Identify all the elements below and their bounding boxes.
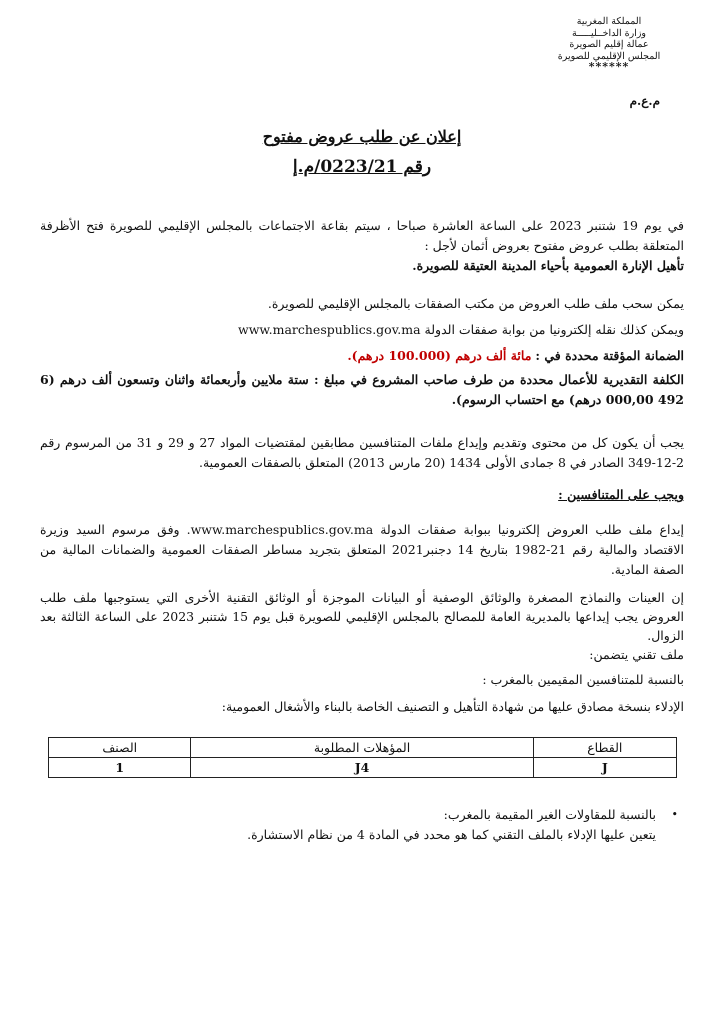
header-reference: م.ع.م (629, 94, 660, 108)
table-row (49, 758, 677, 778)
non-residents-title: بالنسبة للمقاولات الغير المقيمة بالمغرب: (443, 807, 656, 822)
estimate-paragraph: الكلفة التقديرية للأعمال محددة من طرف صاحب المشروع في مبلغ : ستة ملايين وأربعمائة واثنان وتسعون ألف درهم (6 492 000,00 درهم) مع احتساب الرسوم). (40, 372, 684, 407)
electronic-deposit-paragraph: إيداع ملف طلب العروض إلكترونيا ببوابة صفقات الدولة www.marchespublics.gov.ma. وفق مرسوم السيد وزيرة الاقتصاد والمالية رقم 21-1982 بتاريخ 14 دجنبر2021 المتعلق بتجريد مساطر الصفقات العمومية والضمانات المالية من الصفة المادية. (40, 522, 685, 577)
withdraw-paragraph: يمكن سحب ملف طلب العروض من مكتب الصفقات بالمجلس الإقليمي للصويرة. (267, 296, 684, 311)
column-header-sector: القطاع (533, 738, 676, 758)
certificate-requirement: الإدلاء بنسخة مصادق عليها من شهادة التأهيل و التصنيف الخاصة بالبناء والأشغال العمومية: (221, 699, 684, 714)
header-line: عمالة إقليم الصويرة (569, 39, 649, 50)
download-text: ويمكن كذلك نقله إلكترونيا من بوابة صفقات الدولة (424, 322, 684, 337)
column-header-qualifications: المؤهلات المطلوبة (191, 738, 533, 758)
regulation-paragraph: يجب أن يكون كل من محتوى وتقديم وإيداع ملفات المتنافسين مطابقين لمقتضيات المواد 27 و 29 و 31 من المرسوم رقم 2-12-349 الصادر في 8 جمادى الأولى 1434 (20 مارس 2013) المتعلق بالصفقات العمومية. (40, 435, 685, 470)
header-line: وزارة الداخــليـــــة (571, 27, 647, 39)
samples-text: إن العينات والنماذج المصغرة والوثائق الوصفية أو البيانات الموجزة أو الوثائق التقنية الأخرى التي يستوجبها ملف طلب العروض يجب إيداعها بالمديرية العامة للمصالح بالمجلس الإقليمي للصويرة قبل يوم 15 شتنبر 2023 على الساعة الثالثة بعد الزوال. (40, 590, 685, 643)
non-residents-section (40, 805, 684, 845)
residents-label: بالنسبة للمتنافسين المقيمين بالمغرب : (482, 672, 684, 687)
tech-file-label: ملف تقني يتضمن: (589, 647, 684, 662)
portal-link[interactable]: www.marchespublics.gov.ma (238, 322, 421, 337)
download-paragraph (40, 320, 684, 340)
cell-qualification: J4 (191, 758, 533, 778)
bullet-icon: • (671, 808, 678, 821)
opening-text: في يوم 19 شتنبر 2023 على الساعة العاشرة صباحا ، سيتم بقاعة الاجتماعات بالمجلس الإقليمي للصويرة فتح الأظرفة المتعلقة بطلب عروض مفتوح بعروض أثمان لأجل : (40, 218, 684, 253)
guarantee-paragraph (40, 346, 684, 366)
competitors-heading: ويجب على المتنافسين : (558, 487, 684, 502)
header-stars: ****** (588, 60, 630, 73)
table-header-row (49, 738, 677, 758)
guarantee-value: مائة ألف درهم (100.000 درهم). (347, 348, 532, 363)
administrative-header (534, 16, 684, 72)
header-line: المجلس الإقليمي للصويرة (557, 50, 661, 62)
announcement-title: إعلان عن طلب عروض مفتوح (262, 127, 462, 146)
project-object: تأهيل الإنارة العمومية بأحياء المدينة العتيقة للصويرة. (412, 258, 684, 273)
cell-category: 1 (49, 758, 191, 778)
qualification-table (48, 737, 677, 778)
intro-paragraph (40, 216, 684, 276)
announcement-number: رقم 0223/21/م.إ (292, 157, 432, 177)
guarantee-label: الضمانة المؤقتة محددة في : (535, 348, 684, 363)
list-item (40, 805, 684, 825)
header-line: المملكة المغربية (576, 16, 642, 27)
non-residents-text: يتعين عليها الإدلاء بالملف التقني كما هو محدد في المادة 4 من نظام الاستشارة. (247, 827, 656, 842)
samples-paragraph (40, 588, 684, 664)
column-header-category: الصنف (49, 738, 191, 758)
cell-sector: J (533, 758, 676, 778)
